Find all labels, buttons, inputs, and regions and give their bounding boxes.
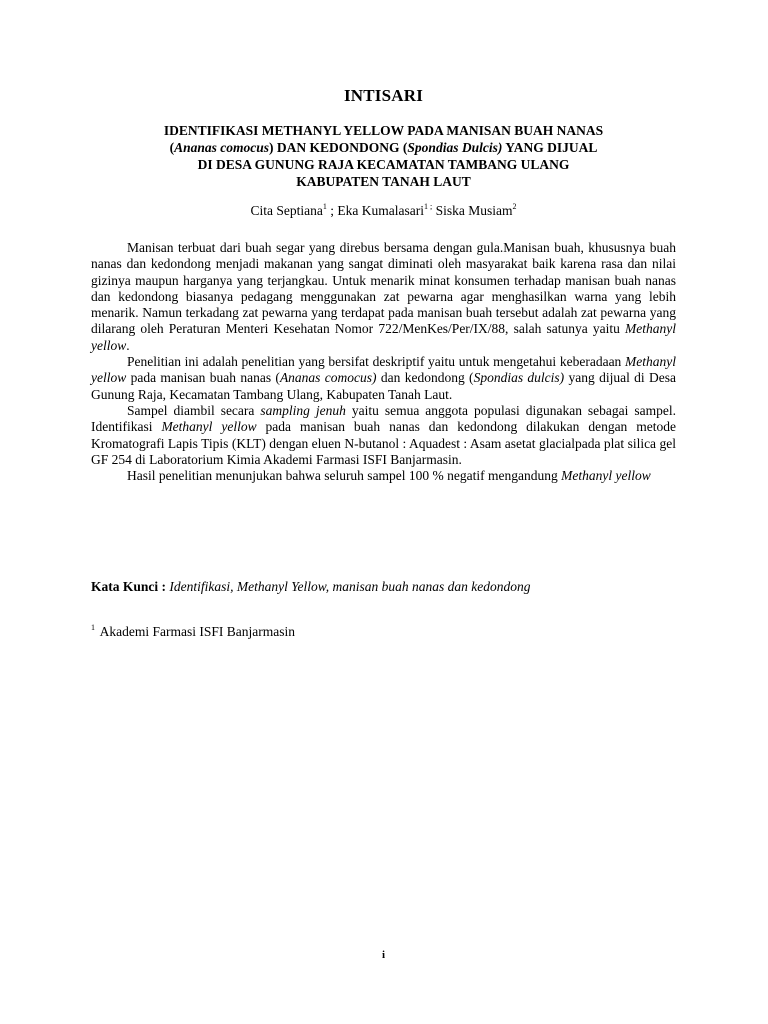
affiliation-footnote [91, 624, 676, 640]
abstract-body [91, 240, 676, 484]
keywords-line [91, 579, 676, 595]
title-text: ( [169, 140, 175, 155]
title-species-nanas: Ananas comocus [174, 140, 270, 155]
affiliation-marker: 2 [512, 202, 517, 211]
footnote-marker: 1 [91, 623, 95, 632]
paragraph-italic: Methanyl yellow [91, 321, 676, 353]
affiliation-marker: 1 ; [423, 202, 433, 211]
paper-title [91, 122, 676, 190]
paragraph-italic: Ananas comocus) [279, 370, 377, 386]
paragraph-text: pada manisan buah nanas ( [126, 370, 280, 386]
author-name: ; Eka Kumalasari [326, 203, 424, 218]
title-species-kedondong: Spondias Dulcis) [407, 140, 503, 155]
paragraph-text: Manisan terbuat dari buah segar yang direbus bersama dengan gula.Manisan buah, khususnya buah nanas dan kedondong menjadi makanan yang sangat diminati oleh masyarakat baik karena rasa dan nilai gizinya maupun harganya yang terjangkau. Untuk menarik minat konsumen terhadap manisan buah nanas dan kedondong biasanya pedagang menggunakan zat pewarna agar menghasilkan warna yang lebih menarik. Namun terkadang zat pewarna yang terdapat pada manisan buah tersebut adalah zat pewarna yang dilarang oleh Peraturan Menteri Kesehatan Nomor 722/MenKes/Per/IX/88, salah satunya yaitu [91, 240, 676, 337]
paragraph-italic: Methanyl yellow [561, 468, 651, 484]
paragraph-italic: sampling jenuh [260, 402, 346, 418]
paragraph-text: yang dijual di Desa Gunung Raja, Kecamatan Tambang Ulang, Kabupaten Tanah Laut. [91, 370, 677, 402]
paragraph-text: Penelitian ini adalah penelitian yang bersifat deskriptif yaitu untuk mengetahui keberadaan [127, 354, 626, 370]
abstract-paragraph-1 [91, 240, 676, 354]
paragraph-italic: Methanyl yellow [91, 354, 676, 386]
keywords-label: Kata Kunci : [91, 579, 170, 594]
affiliation-marker: 1 [322, 202, 327, 211]
author-name: Cita Septiana [250, 203, 323, 218]
author-name: Siska Musiam [432, 203, 513, 218]
paragraph-text: dan kedondong ( [376, 370, 474, 386]
paragraph-italic: Spondias dulcis) [473, 370, 565, 386]
page-number: i [381, 949, 386, 961]
abstract-paragraph-3 [91, 403, 676, 468]
title-line-1: IDENTIFIKASI METHANYL YELLOW PADA MANISAN BUAH NANAS [163, 123, 604, 138]
paragraph-text: . [126, 337, 130, 353]
title-text: YANG DIJUAL [502, 140, 598, 155]
title-line-4: KABUPATEN TANAH LAUT [296, 174, 471, 189]
paragraph-text: pada manisan buah nanas dan kedondong dilakukan dengan metode Kromatografi Lapis Tipis (KLT) dengan eluen N-butanol : Aquadest : Asam asetat glacialpada plat silica gel GF 254 di Laboratorium Kimia Akademi Farmasi ISFI Banjarmasin. [91, 419, 676, 467]
author-list [91, 203, 676, 219]
section-heading: INTISARI [343, 86, 424, 105]
abstract-paragraph-4 [91, 468, 676, 484]
title-line-2 [91, 139, 676, 156]
paragraph-italic: Methanyl yellow [161, 419, 257, 435]
abstract-paragraph-2 [91, 354, 676, 403]
document-page [91, 0, 676, 1024]
paragraph-text: Hasil penelitian menunjukan bahwa seluruh sampel 100 % negatif mengandung [127, 468, 562, 484]
paragraph-text: yaitu semua anggota populasi digunakan sebagai sampel. Identifikasi [91, 402, 676, 435]
title-line-3: DI DESA GUNUNG RAJA KECAMATAN TAMBANG ULANG [197, 157, 570, 172]
paragraph-text: Sampel diambil secara [127, 402, 261, 418]
footnote-text: Akademi Farmasi ISFI Banjarmasin [99, 624, 295, 639]
title-text: ) DAN KEDONDONG ( [269, 140, 408, 155]
keywords-value: Identifikasi, Methanyl Yellow, manisan buah nanas dan kedondong [169, 579, 531, 594]
